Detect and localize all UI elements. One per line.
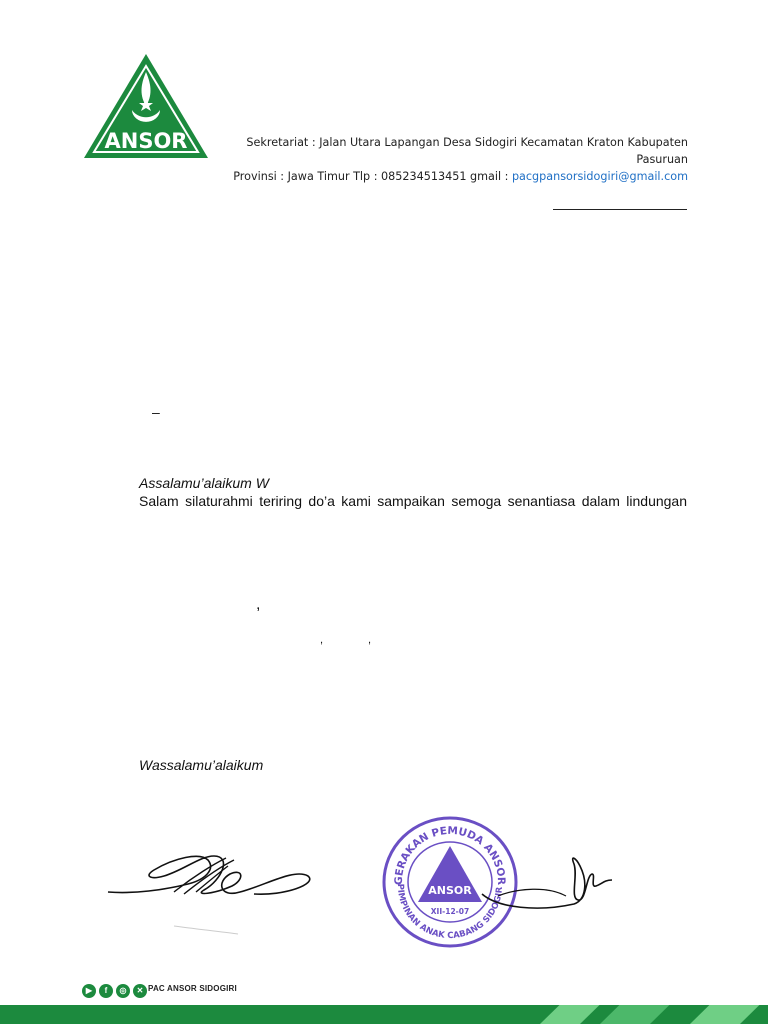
dash-mark: – <box>152 404 160 420</box>
contact-prefix: Provinsi : Jawa Timur Tlp : 085234513451 gmail : <box>233 170 512 183</box>
footer-bar <box>0 1005 768 1024</box>
twitter-icon[interactable]: ✕ <box>133 984 147 998</box>
letterhead-address <box>210 134 688 185</box>
logo-text: ANSOR <box>104 129 188 153</box>
instagram-icon[interactable]: ◎ <box>116 984 130 998</box>
opening-paragraph: Salam silaturahmi teriring do’a kami sampaikan semoga senantiasa dalam lindungan <box>139 493 687 509</box>
stamp-top-text: GERAKAN PEMUDA ANSOR <box>392 824 508 886</box>
address-line: Sekretariat : Jalan Utara Lapangan Desa Sidogiri Kecamatan Kraton Kabupaten Pasuruan <box>246 136 688 166</box>
comma-mark: , <box>256 596 261 613</box>
contact-line <box>210 168 688 185</box>
social-icons <box>82 983 147 999</box>
date-underline <box>553 209 687 210</box>
ansor-logo <box>82 52 210 160</box>
closing-salutation: Wassalamu’alaikum <box>139 757 264 773</box>
stamp-bottom-text: PIMPINAN ANAK CABANG SIDOGIR <box>394 883 506 942</box>
facebook-icon[interactable]: f <box>99 984 113 998</box>
stamp-center-text: ANSOR <box>428 884 472 897</box>
email-link[interactable]: pacgpansorsidogiri@gmail.com <box>511 170 688 183</box>
greeting: Assalamu’alaikum W <box>139 475 269 491</box>
footer-label: PAC ANSOR SIDOGIRI <box>148 984 237 993</box>
comma-mark: , <box>368 634 372 646</box>
youtube-icon[interactable]: ▶ <box>82 984 96 998</box>
stamp-code: XII-12-07 <box>430 907 470 916</box>
signature-right <box>478 846 618 920</box>
signature-left <box>104 846 316 938</box>
comma-mark: , <box>320 634 324 646</box>
